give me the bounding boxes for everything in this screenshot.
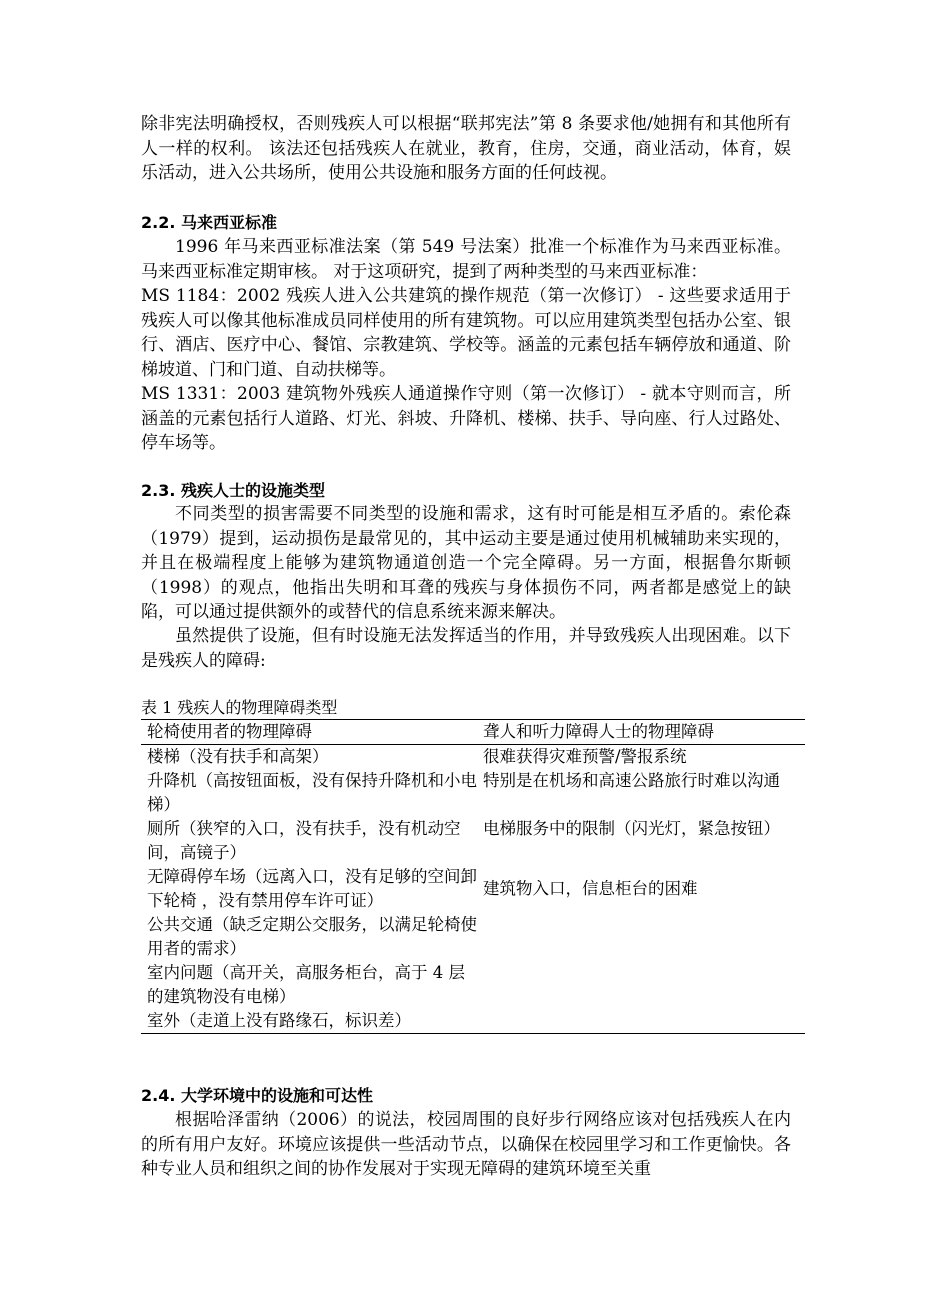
header-hearing: 聋人和听力障碍人士的物理障碍	[477, 720, 805, 745]
table-cell	[477, 913, 805, 961]
intro-paragraph: 除非宪法明确授权，否则残疾人可以根据“联邦宪法”第 8 条要求他/她拥有和其他所有人一样的权利。 该法还包括残疾人在就业，教育，住房，交通，商业活动，体育，娱乐活动，进入公共场所，使用公共设施和服务方面的任何歧视。	[141, 114, 791, 184]
section-2-4-paragraph-1: 根据哈泽雷纳（2006）的说法，校园周围的良好步行网络应该对包括残疾人在内的所有用户友好。环境应该提供一些活动节点，以确保在校园里学习和工作更愉快。各种专业人员和组织之间的协作发展对于实现无障碍的建筑环境至关重	[141, 1110, 791, 1180]
barriers-table	[141, 719, 805, 1034]
section-2-3-paragraph-1: 不同类型的损害需要不同类型的设施和需求，这有时可能是相互矛盾的。索伦森（1979）提到，运动损伤是最常见的，其中运动主要是通过使用机械辅助来实现的，并且在极端程度上能够为建筑物通道创造一个完全障碍。另一方面，根据鲁尔斯顿（1998）的观点，他指出失明和耳聋的残疾与身体损伤不同，两者都是感觉上的缺陷，可以通过提供额外的或替代的信息系统来源来解决。	[141, 504, 791, 623]
table-cell: 公共交通（缺乏定期公交服务，以满足轮椅使用者的需求）	[147, 915, 477, 958]
section-2-2-paragraph-ms1184: MS 1184：2002 残疾人进入公共建筑的操作规范（第一次修订） - 这些要求适用于残疾人可以像其他标准成员同样使用的所有建筑物。可以应用建筑类型包括办公室、银行、酒店、医疗中心、餐馆、宗教建筑、学校等。涵盖的元素包括车辆停放和通道、阶梯坡道、门和门道、自动扶梯等。	[141, 286, 791, 380]
section-2-3-paragraph-2: 虽然提供了设施，但有时设施无法发挥适当的作用，并导致残疾人出现困难。以下是残疾人的障碍:	[141, 626, 791, 671]
table-row	[141, 817, 805, 865]
table-row	[141, 1009, 805, 1034]
table-cell: 厕所（狭窄的入口，没有扶手，没有机动空间，高镜子）	[147, 819, 461, 862]
table-row	[141, 769, 805, 817]
section-2-4-heading: 2.4. 大学环境中的设施和可达性	[141, 1086, 373, 1105]
table-cell	[477, 961, 805, 1009]
table-caption: 表 1 残疾人的物理障碍类型	[141, 698, 338, 717]
section-2-3-heading: 2.3. 残疾人士的设施类型	[141, 481, 325, 500]
table-cell: 室内问题（高开关，高服务柜台，高于 4 层的建筑物没有电梯）	[147, 963, 465, 1006]
table-cell: 电梯服务中的限制（闪光灯，紧急按钮）	[483, 819, 780, 838]
table-row	[141, 961, 805, 1009]
table-cell: 室外（走道上没有路缘石，标识差）	[141, 1009, 477, 1034]
table-cell: 很难获得灾难预警/警报系统	[483, 747, 687, 766]
section-2-2-heading: 2.2. 马来西亚标准	[141, 213, 277, 232]
table-cell: 升降机（高按钮面板，没有保持升降机和小电梯）	[147, 771, 477, 814]
table-row	[141, 745, 805, 770]
table-row	[141, 865, 805, 913]
table-cell	[477, 1009, 805, 1034]
table-cell: 建筑物入口，信息柜台的困难	[483, 879, 698, 898]
table-cell: 特别是在机场和高速公路旅行时难以沟通	[483, 771, 780, 790]
table-header-row	[141, 720, 805, 745]
table-row	[141, 913, 805, 961]
header-wheelchair: 轮椅使用者的物理障碍	[141, 720, 477, 745]
section-2-2-paragraph-1: 1996 年马来西亚标准法案（第 549 号法案）批准一个标准作为马来西亚标准。马来西亚标准定期审核。 对于这项研究，提到了两种类型的马来西亚标准：	[141, 237, 791, 282]
table-cell: 楼梯（没有扶手和高架）	[147, 747, 329, 766]
table-cell: 无障碍停车场（远离入口，没有足够的空间卸下轮椅 ，没有禁用停车许可证）	[147, 867, 477, 910]
section-2-2-paragraph-ms1331: MS 1331：2003 建筑物外残疾人通道操作守则（第一次修订） - 就本守则而言，所涵盖的元素包括行人道路、灯光、斜坡、升降机、楼梯、扶手、导向座、行人过路处、停车场等。	[141, 384, 791, 454]
